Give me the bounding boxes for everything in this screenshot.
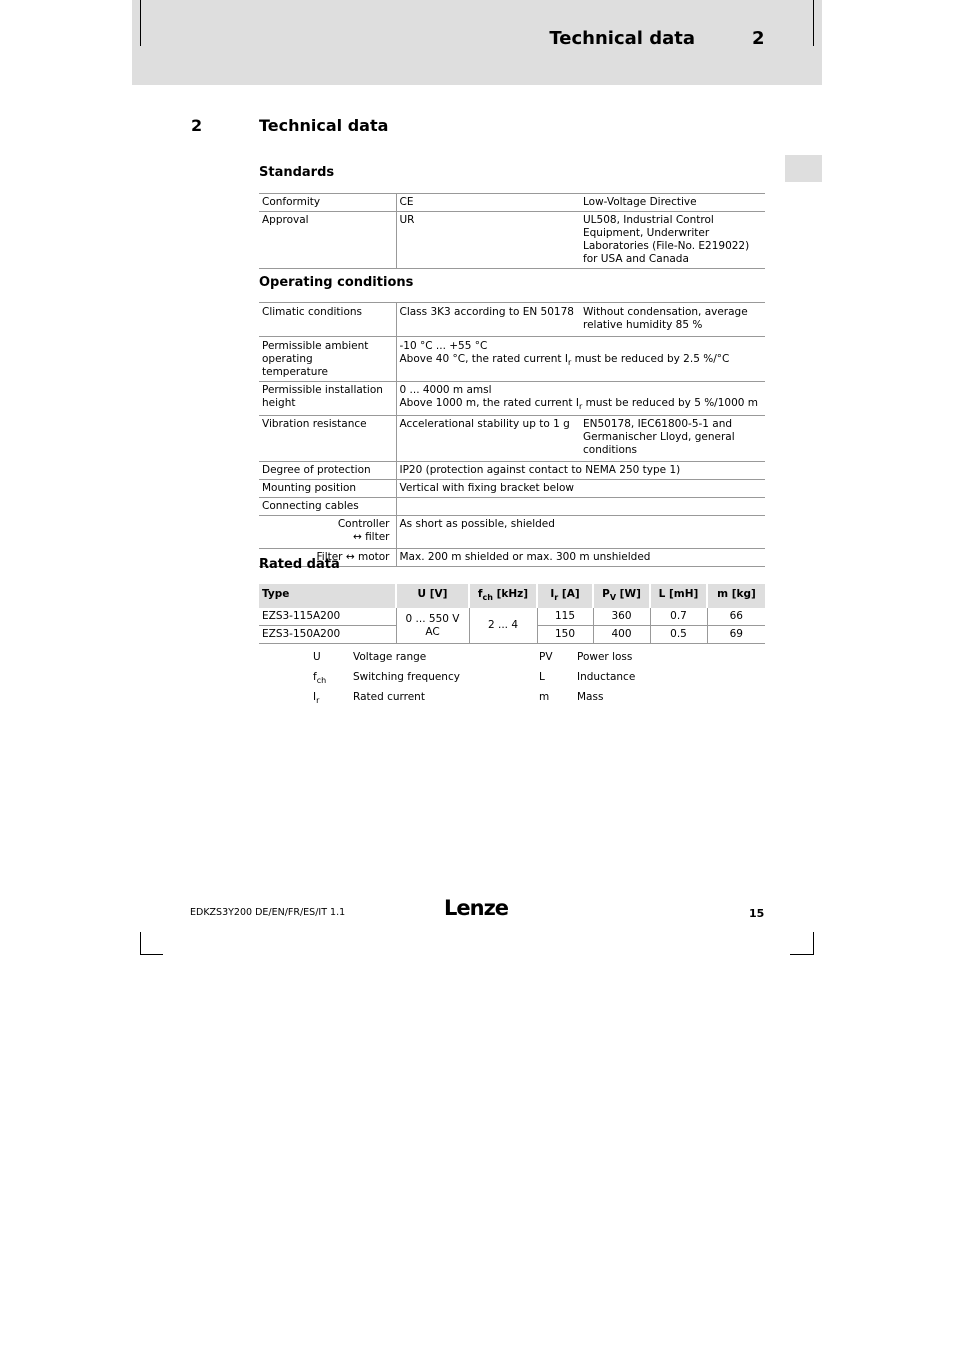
cell-type: EZS3-115A200: [259, 608, 396, 626]
header-voltage: U [V]: [396, 584, 469, 608]
cell-value: Class 3K3 according to EN 50178: [396, 303, 580, 337]
standards-heading: Standards: [259, 165, 335, 180]
ambient-range: -10 °C ... +55 °C: [399, 340, 488, 352]
cell-label: Permissible installation height: [259, 382, 396, 416]
text: Above 40 °C, the rated current I: [399, 353, 568, 365]
text: [A]: [558, 588, 580, 600]
subscript: r: [578, 402, 583, 412]
section-title: Technical data: [259, 116, 389, 135]
text: [W]: [616, 588, 641, 600]
subscript: r: [567, 358, 572, 368]
text: U: [313, 651, 321, 663]
header-type: Type: [259, 584, 396, 608]
cell-value: IP20 (protection against contact to NEMA 250 type 1): [396, 462, 765, 480]
crop-mark: [790, 954, 814, 955]
height-derating: [400, 397, 763, 413]
table-row: [259, 498, 765, 516]
crop-mark: [813, 0, 814, 46]
operating-heading: Operating conditions: [259, 275, 414, 290]
header-power-loss: [593, 584, 650, 608]
cell-value: UR: [396, 212, 580, 269]
rated-table: [259, 584, 765, 644]
cell-frequency: 2 ... 4: [469, 608, 537, 644]
operating-table: [259, 302, 765, 567]
legend-row: [310, 649, 694, 669]
header-title: Technical data: [549, 28, 695, 49]
legend-symbol: [310, 649, 350, 669]
cell-label: Connecting cables: [259, 498, 396, 516]
text: I: [550, 588, 555, 600]
cell-value: [396, 498, 765, 516]
cell-current: 115: [537, 608, 593, 626]
cell-note: Without condensation, average relative humidity 85 %: [580, 303, 765, 337]
text: must be reduced by 2.5 %/°C: [571, 353, 730, 365]
cell-label: Mounting position: [259, 480, 396, 498]
table-row: [259, 303, 765, 337]
header-chapter-number: 2: [752, 28, 765, 49]
legend-symbol: L: [539, 671, 545, 684]
legend-description: Rated current: [353, 691, 425, 704]
table-header-row: [259, 584, 765, 608]
cell-type: EZS3-150A200: [259, 626, 396, 644]
cell-mass: 69: [707, 626, 765, 644]
text: Above 1000 m, the rated current I: [399, 397, 579, 409]
text: [kHz]: [492, 588, 529, 600]
table-row: [259, 212, 765, 269]
legend-symbol: [310, 669, 350, 689]
text: f: [313, 671, 317, 684]
legend-description: Voltage range: [353, 651, 427, 663]
cell-value: Accelerational stability up to 1 g: [396, 416, 580, 462]
cell-label: [259, 516, 396, 549]
cell-current: 150: [537, 626, 593, 644]
text: P: [602, 588, 610, 600]
cell-label: Approval: [259, 212, 396, 269]
cell-value: As short as possible, shielded: [396, 516, 765, 549]
legend-description: Power loss: [577, 651, 633, 663]
cell-value: Vertical with fixing bracket below: [396, 480, 765, 498]
text: ↔ filter: [352, 531, 390, 544]
table-row: [259, 462, 765, 480]
legend-table: [310, 649, 694, 709]
crop-mark: [813, 932, 814, 954]
cell-value: Max. 200 m shielded or max. 300 m unshielded: [396, 549, 765, 567]
legend-row: [310, 689, 694, 709]
cell-label: Filter ↔ motor: [259, 549, 396, 567]
chapter-tab: [785, 155, 822, 182]
cell-label: Vibration resistance: [259, 416, 396, 462]
subscript: r: [316, 696, 320, 706]
rated-heading: Rated data: [259, 557, 340, 572]
cell-label: Degree of protection: [259, 462, 396, 480]
header-current: [537, 584, 593, 608]
table-row: [259, 516, 765, 549]
cell-note: UL508, Industrial Control Equipment, Underwriter Laboratories (File-No. E219022) for USA and Canada: [580, 212, 765, 269]
header-inductance: L [mH]: [650, 584, 707, 608]
legend-description: Inductance: [577, 671, 636, 684]
table-row: [259, 480, 765, 498]
table-row: [259, 608, 765, 626]
header-band: [132, 0, 822, 85]
table-row: [259, 416, 765, 462]
footer-document-id: EDKZS3Y200 DE/EN/FR/ES/IT 1.1: [190, 907, 346, 918]
legend-symbol: PV: [539, 651, 553, 663]
standards-table: [259, 193, 765, 269]
subscript: V: [609, 593, 617, 603]
cell-value: [396, 382, 765, 416]
subscript: ch: [316, 676, 327, 686]
cell-mass: 66: [707, 608, 765, 626]
text: I: [313, 691, 317, 704]
table-row: [259, 337, 765, 382]
cell-inductance: 0.5: [650, 626, 707, 644]
cell-inductance: 0.7: [650, 608, 707, 626]
header-mass: m [kg]: [707, 584, 765, 608]
page-number: 15: [749, 907, 765, 920]
legend-symbol: m: [539, 691, 550, 704]
header-frequency: [469, 584, 537, 608]
text: must be reduced by 5 %/1000 m: [582, 397, 759, 409]
cell-label: Climatic conditions: [259, 303, 396, 337]
legend-row: [310, 669, 694, 689]
cell-note: Low-Voltage Directive: [580, 194, 765, 212]
cell-power-loss: 400: [593, 626, 650, 644]
cell-power-loss: 360: [593, 608, 650, 626]
table-row: [259, 194, 765, 212]
lenze-logo: Lenze: [444, 896, 509, 920]
crop-mark: [140, 954, 163, 955]
legend-description: Mass: [577, 691, 604, 704]
cell-note: EN50178, IEC61800-5-1 and Germanischer Lloyd, general conditions: [580, 416, 765, 462]
subscript: r: [554, 593, 559, 603]
cell-value: [396, 337, 765, 382]
text: Controller: [337, 518, 390, 531]
subscript: ch: [482, 593, 493, 603]
cell-value: CE: [396, 194, 580, 212]
legend-symbol: [310, 689, 350, 709]
text: f: [477, 588, 483, 600]
crop-mark: [140, 932, 141, 954]
cell-label: Conformity: [259, 194, 396, 212]
table-row: [259, 382, 765, 416]
legend-description: Switching frequency: [353, 671, 460, 684]
section-number: 2: [191, 116, 203, 135]
cell-voltage: 0 ... 550 V AC: [396, 608, 469, 644]
crop-mark: [140, 0, 141, 46]
height-range: 0 ... 4000 m amsl: [399, 384, 492, 396]
ambient-derating: [400, 353, 763, 369]
cell-label: Permissible ambient operating temperature: [259, 337, 396, 382]
